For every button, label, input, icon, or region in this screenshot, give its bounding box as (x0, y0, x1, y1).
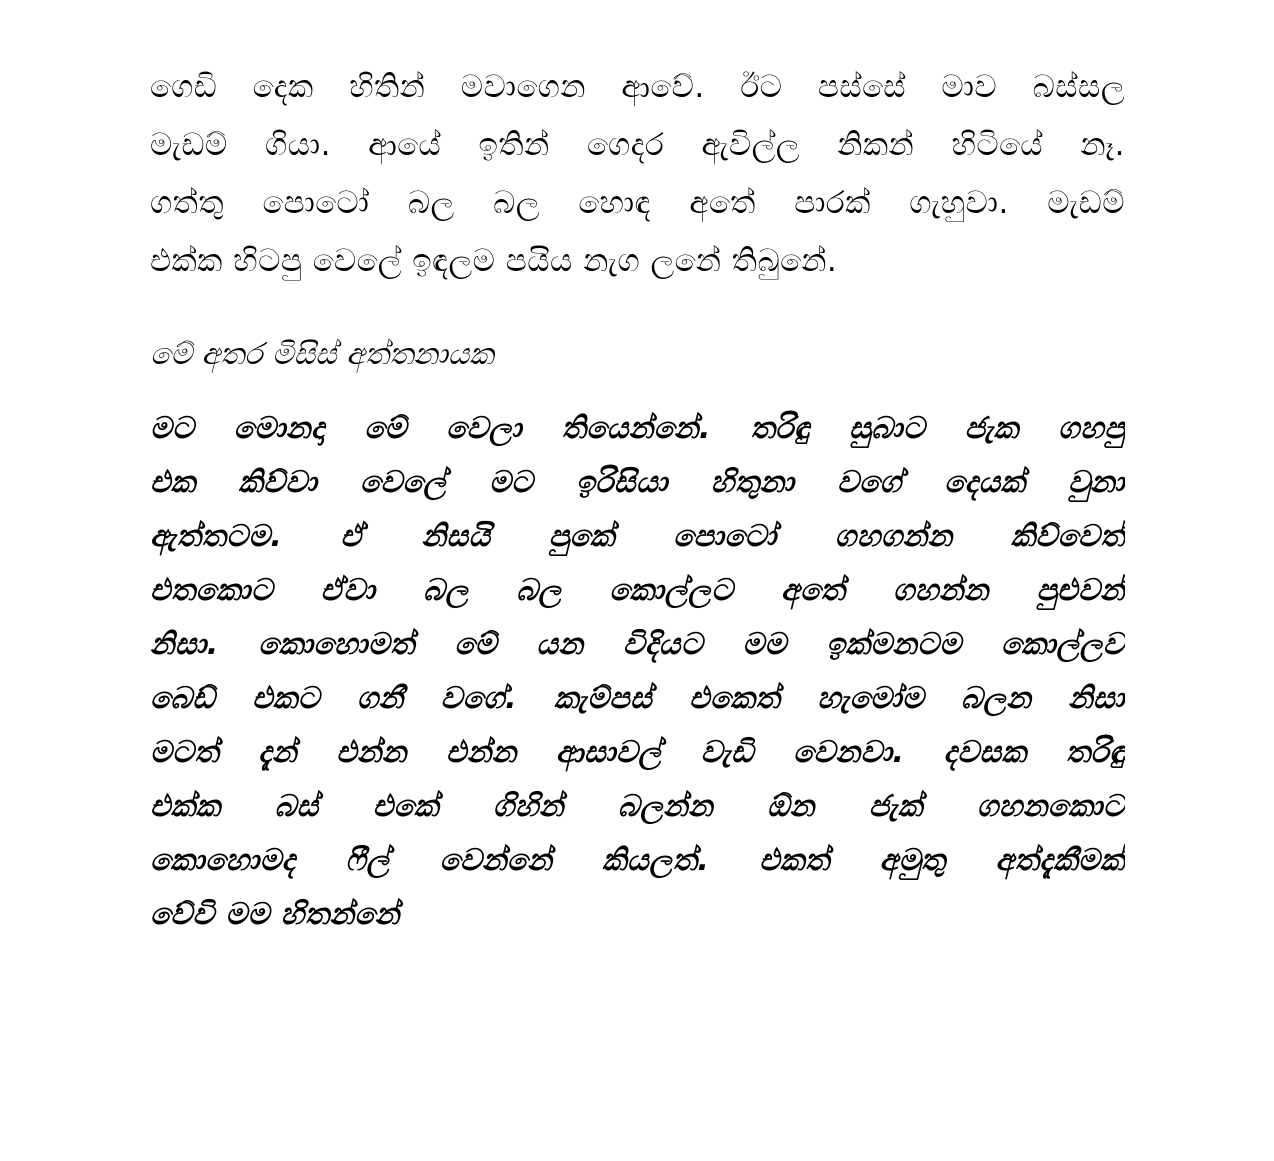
paragraph-narrative (150, 58, 1125, 290)
paragraph-line: එක කිව්වා වෙලේ මට ඉරිසියා හිතුනා වගේ දෙයක් වුනා (150, 465, 1125, 500)
paragraph-line: ඇත්තටම. ඒ නිසයි පුකේ පොටෝ ගහගන්න කිව්වෙත් (150, 519, 1125, 554)
paragraph-monologue (150, 402, 1125, 942)
paragraph-line: මට මොනදා මේ වෙලා තියෙන්නේ. තරිඳු සුබාට ජැක ගහපු (150, 411, 1125, 446)
paragraph-line: නිසා. කොහොමත් මේ යන විදියට මම ඉක්මනටම කොල්ලව (150, 627, 1125, 662)
paragraph-line: වේවි මම හිතන්නේ (150, 897, 400, 932)
paragraph-line: මටත් දැන් එන්න එන්න ආසාවල් වැඩි වෙනවා. දවසක තරිඳු (150, 735, 1125, 770)
paragraph-line: බෙඩ් එකට ගනී වගේ. කැම්පස් එකෙත් හැමෝම බලන නිසා (150, 681, 1125, 716)
paragraph-line: කොහොමද ෆීල් වෙන්නේ කියලත්. එකත් අමුතු අත්දැකීමක් (150, 843, 1125, 878)
paragraph-line: මැඩම් ගියා. ආයේ ඉතින් ගෙදර ඇවිල්ල නිකන් හිටියේ නෑ. (150, 127, 1125, 163)
paragraph-line: ගෙඩි දෙක හිතින් මවාගෙන ආවේ. ඊට පස්සේ මාව බස්සල (150, 69, 1125, 105)
paragraph-line: එක්ක බස් එකේ ගිහින් බලන්න ඕන ජැක් ගහනකොට (150, 789, 1125, 824)
paragraph-line: ගත්තු පොටෝ බල බල හොඳ අතේ පාරක් ගැහුවා. මැඩම් (150, 185, 1125, 221)
paragraph-line: එක්ක හිටපු වෙලේ ඉඳලම පයිය නැග ලනේ තිබුනේ. (150, 243, 838, 279)
section-heading: මේ අතර මිසිස් අත්තනායක (150, 337, 494, 372)
paragraph-line: එතකොට ඒවා බල බල කොල්ලට අතේ ගහන්න පුළුවන් (150, 573, 1125, 608)
